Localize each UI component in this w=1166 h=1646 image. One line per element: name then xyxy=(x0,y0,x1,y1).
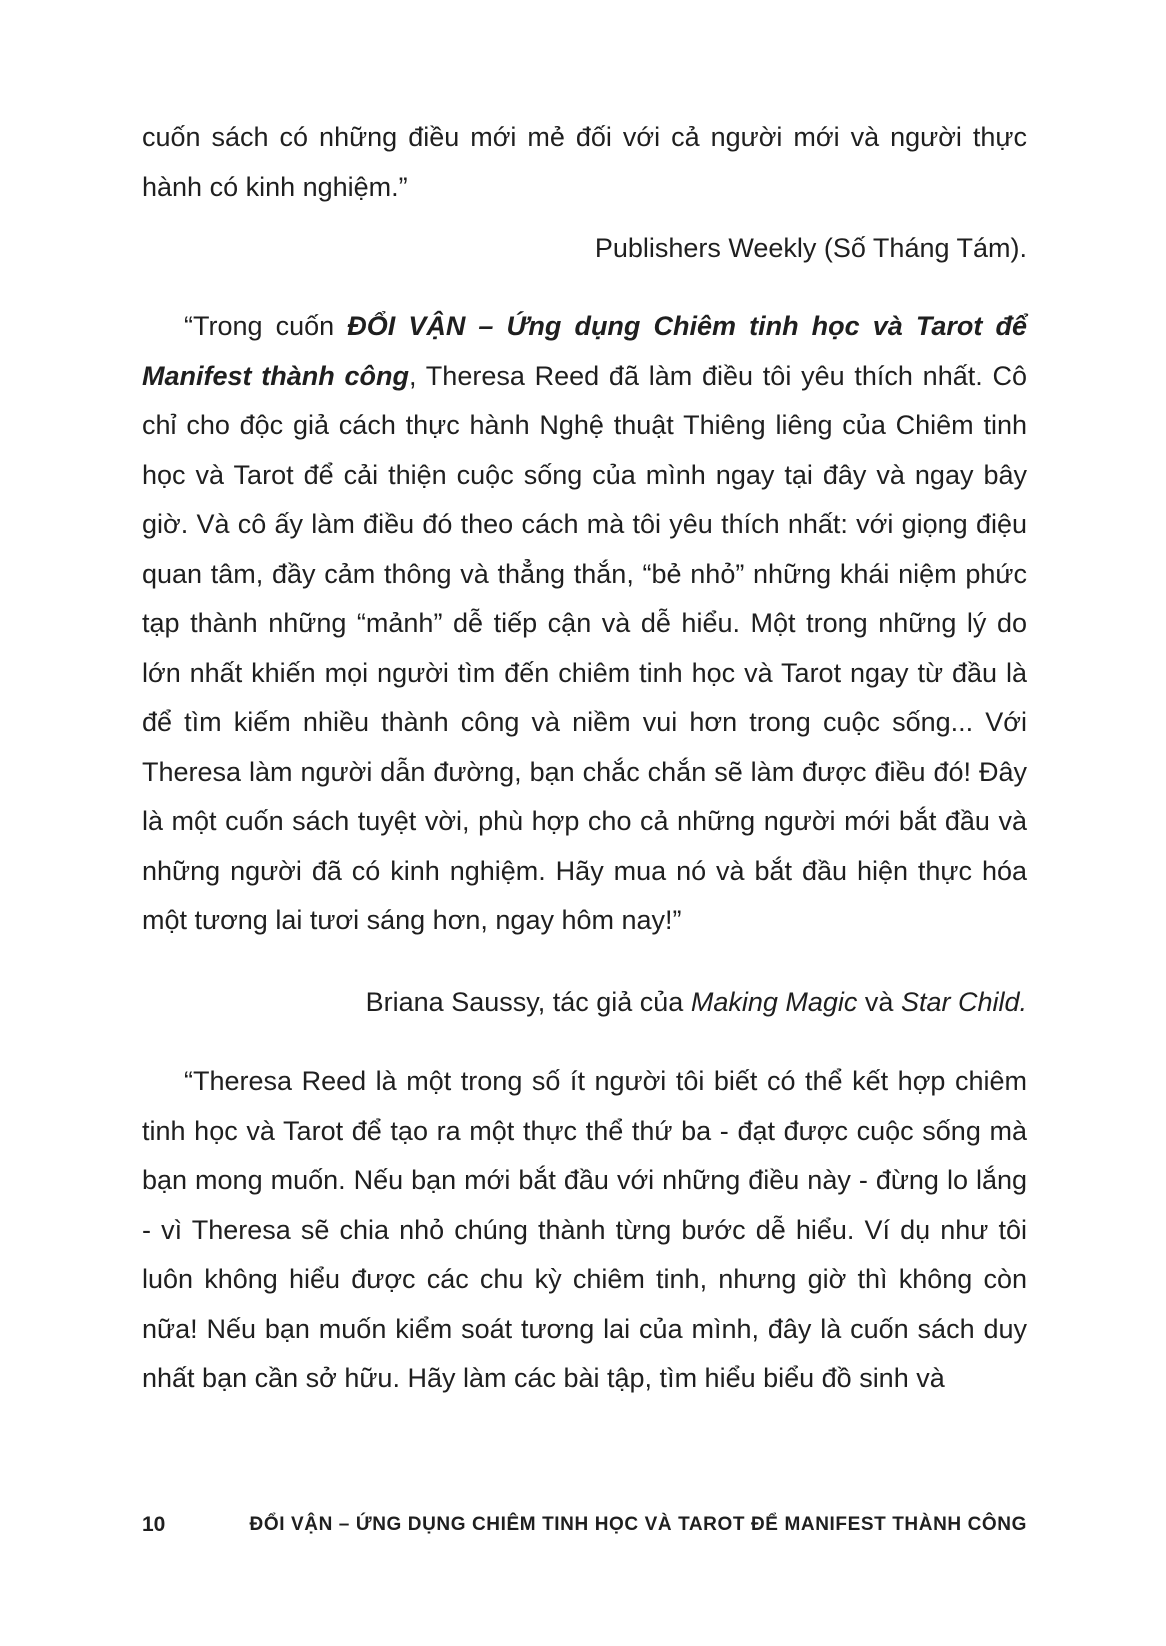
page-footer xyxy=(142,1508,1027,1542)
quote-continuation: cuốn sách có những điều mới mẻ đối với cả người mới và người thực hành có kinh nghiệm.” xyxy=(142,122,1027,202)
page-number: 10 xyxy=(142,1513,166,1536)
quote-paragraph: “Trong cuốn ĐỔI VẬN – Ứng dụng Chiêm tinh học và Tarot để Manifest thành công, Theresa Reed đã làm điều tôi yêu thích nhất. Cô chỉ cho độc giả cách thực hành Nghệ thuật Thiêng liêng của Chiêm tinh học và Tarot để cải thiện cuộc sống của mình ngay tại đây và ngay bây giờ. Và cô ấy làm điều đó theo cách mà tôi yêu thích nhất: với giọng điệu quan tâm, đầy cảm thông và thẳng thắn, “bẻ nhỏ” những khái niệm phức tạp thành những “mảnh” dễ tiếp cận và dễ hiểu. Một trong những lý do lớn nhất khiến mọi người tìm đến chiêm tinh học và Tarot ngay từ đầu là để tìm kiếm nhiều thành công và niềm vui hơn trong cuộc sống... Với Theresa làm người dẫn đường, bạn chắc chắn sẽ làm được điều đó! Đây là một cuốn sách tuyệt vời, phù hợp cho cả những người mới bắt đầu và những người đã có kinh nghiệm. Hãy mua nó và bắt đầu hiện thực hóa một tương lai tươi sáng hơn, ngay hôm nay!” xyxy=(142,311,1028,935)
work-title: Making Magic xyxy=(690,987,858,1017)
running-title: ĐỔI VẬN – ỨNG DỤNG CHIÊM TINH HỌC VÀ TAROT ĐỂ MANIFEST THÀNH CÔNG xyxy=(249,1514,1027,1535)
work-title: Star Child xyxy=(900,987,1020,1017)
quote-attribution: Briana Saussy, tác giả của Making Magic và Star Child. xyxy=(365,987,1027,1017)
book-title: ĐỔI VẬN – Ứng dụng Chiêm tinh học và Tarot để Manifest thành công xyxy=(142,311,1027,391)
quote-paragraph: “Theresa Reed là một trong số ít người tôi biết có thể kết hợp chiêm tinh học và Tarot để tạo ra một thực thể thứ ba - đạt được cuộc sống mà bạn mong muốn. Nếu bạn mới bắt đầu với những điều này - đừng lo lắng - vì Theresa sẽ chia nhỏ chúng thành từng bước dễ hiểu. Ví dụ như tôi luôn không hiểu được các chu kỳ chiêm tinh, nhưng giờ thì không còn nữa! Nếu bạn muốn kiểm soát tương lai của mình, đây là cuốn sách duy nhất bạn cần sở hữu. Hãy làm các bài tập, tìm hiểu biểu đồ sinh và xyxy=(142,1066,1027,1393)
quote-source: Publishers Weekly (Số Tháng Tám). xyxy=(594,233,1027,263)
